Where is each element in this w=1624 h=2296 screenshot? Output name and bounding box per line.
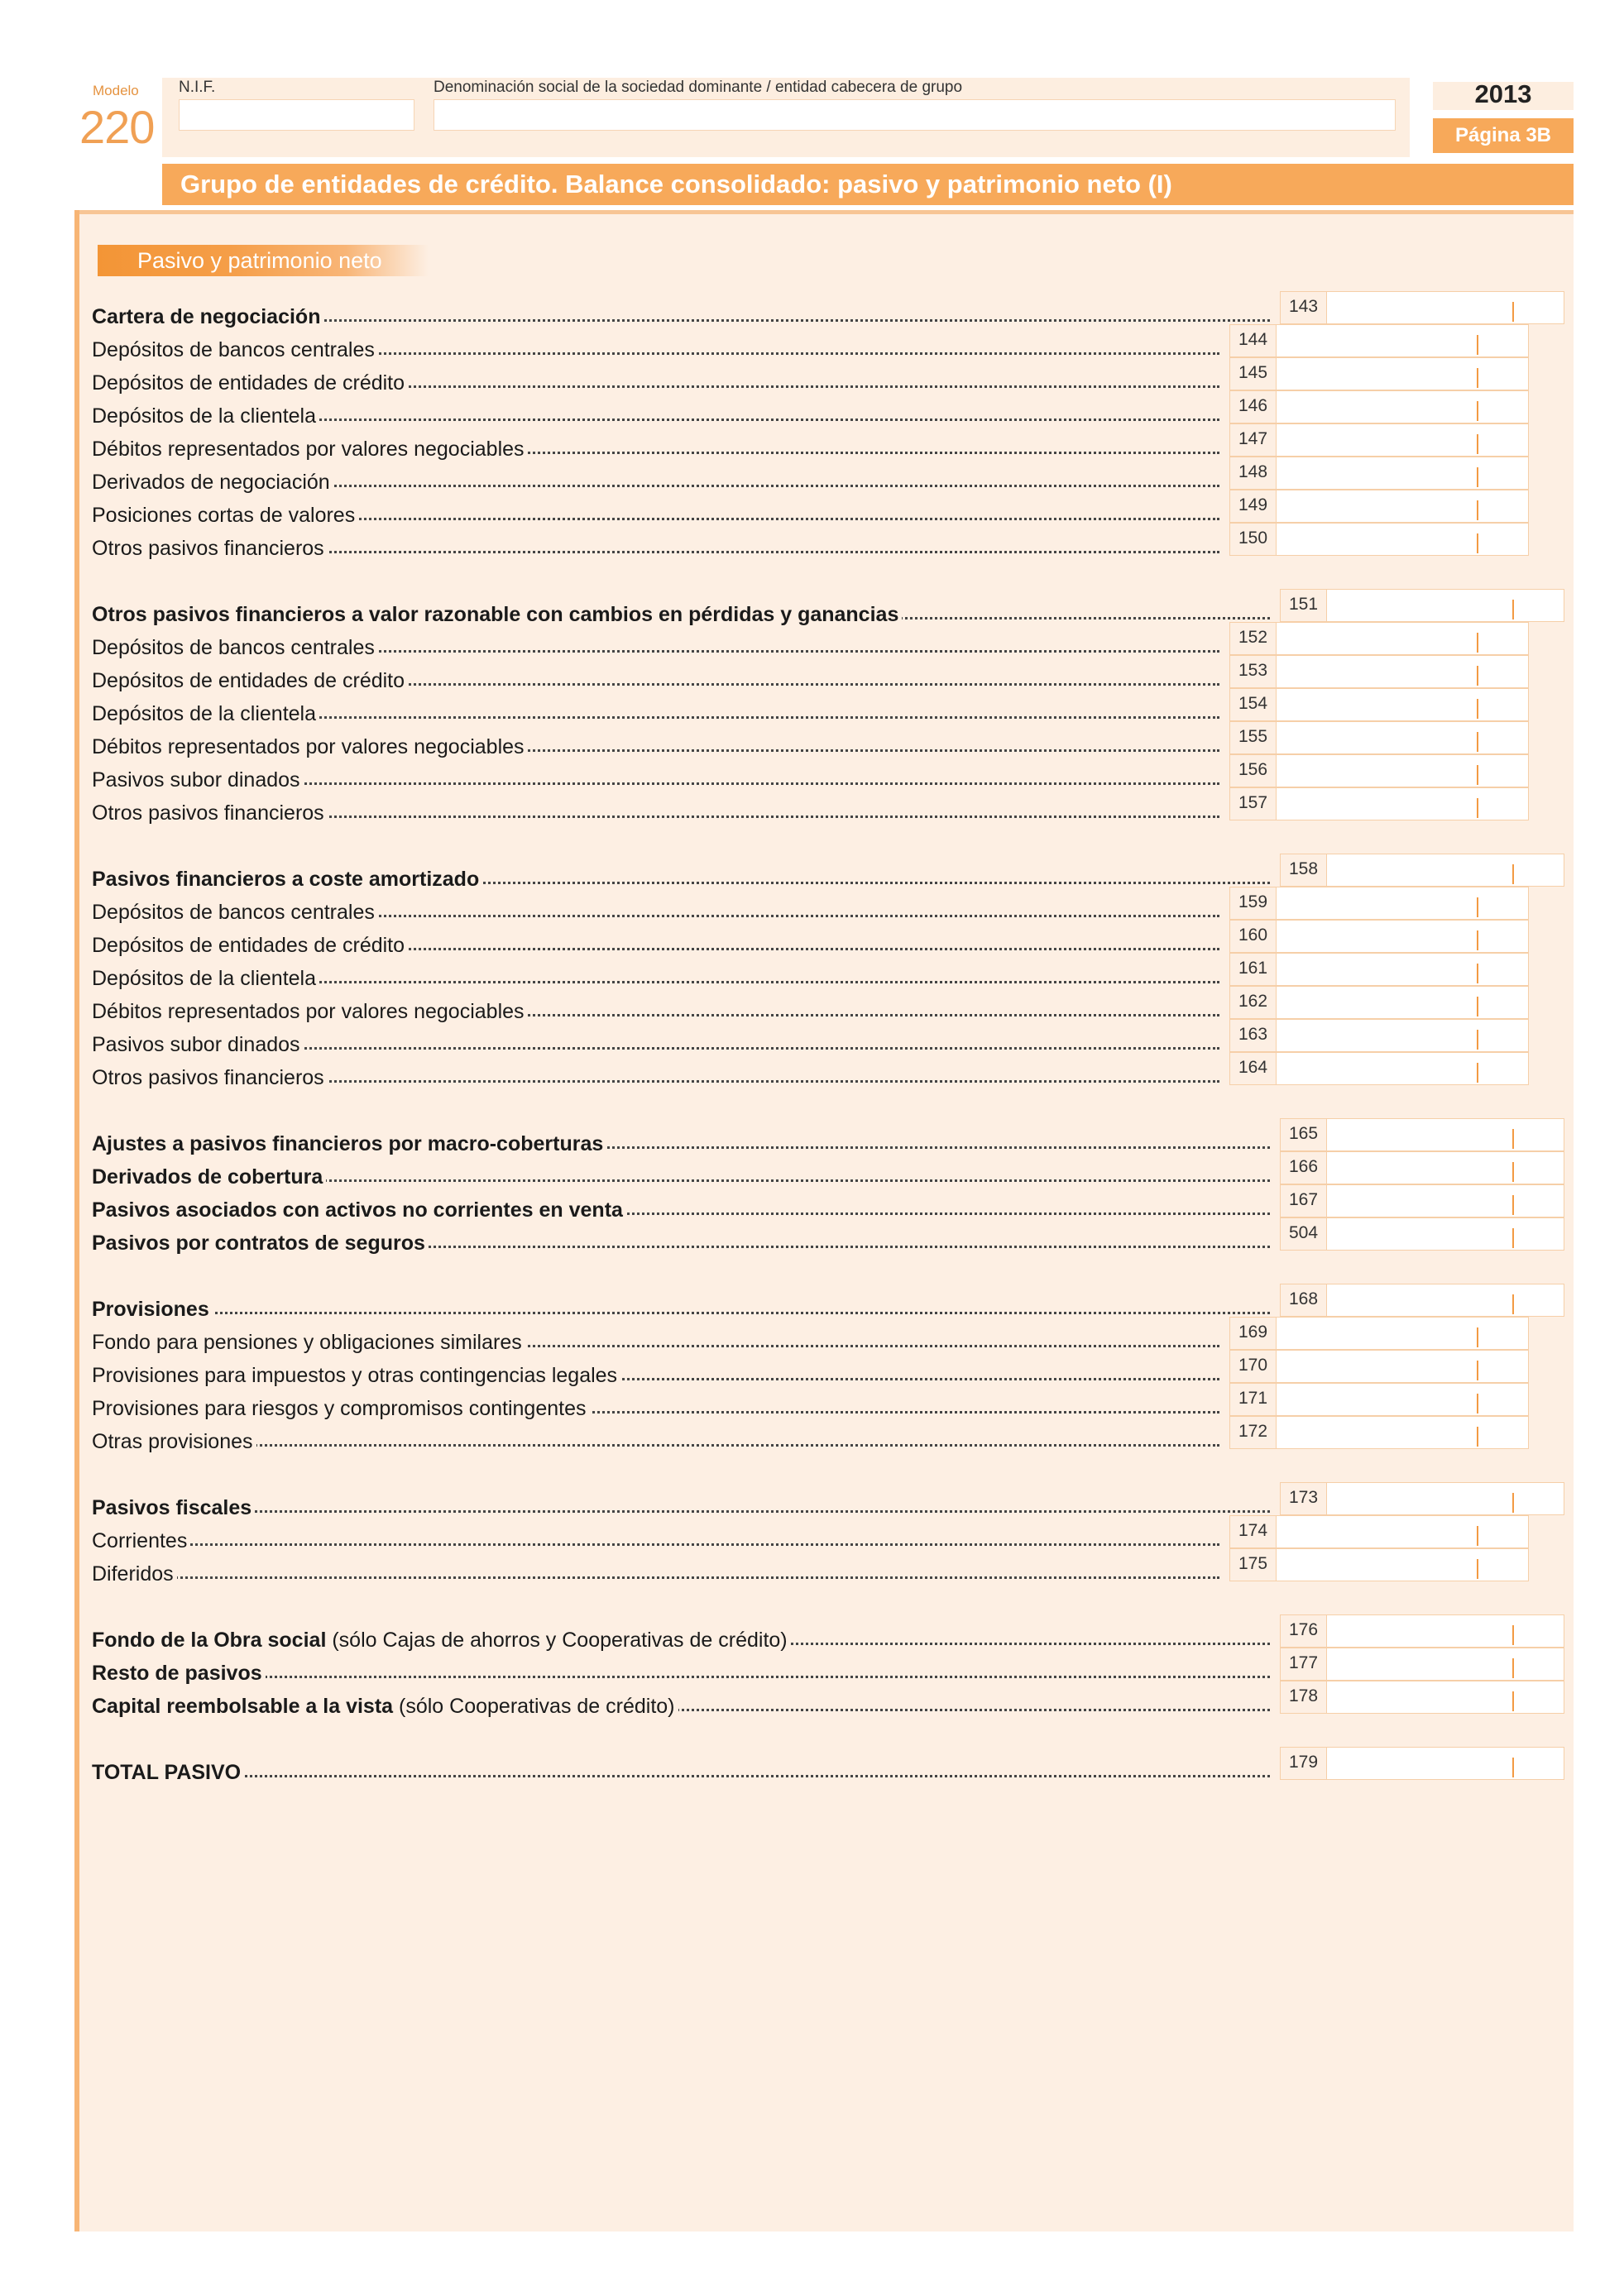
- amount-field[interactable]: [1280, 1614, 1564, 1648]
- field-code: 162: [1230, 987, 1277, 1018]
- field-code: 159: [1230, 887, 1277, 919]
- amount-field[interactable]: [1229, 920, 1529, 953]
- row-label: [92, 735, 528, 758]
- decimal-tick: [1477, 1327, 1478, 1347]
- leader-dots: [92, 1312, 1270, 1314]
- amount-field[interactable]: [1229, 423, 1529, 457]
- row-label: [92, 801, 328, 825]
- field-code: 145: [1230, 358, 1277, 390]
- decimal-tick: [1512, 600, 1514, 619]
- row-label-text: Provisiones para impuestos y otras contingencias legales: [92, 1364, 618, 1387]
- row-label-text: Débitos representados por valores negociables: [92, 1000, 525, 1023]
- field-code: 155: [1230, 722, 1277, 753]
- row-label-text: Pasivos financieros a coste amortizado: [92, 868, 480, 891]
- row-label: [92, 1529, 190, 1552]
- row-label-text: Depósitos de la clientela: [92, 967, 316, 990]
- decimal-tick: [1512, 1493, 1514, 1513]
- row-label: [92, 504, 358, 527]
- row-label-text: Otras provisiones: [92, 1430, 253, 1453]
- field-code: 147: [1230, 424, 1277, 456]
- decimal-tick: [1477, 500, 1478, 520]
- row-label: [92, 702, 319, 725]
- balance-row: [92, 759, 1219, 792]
- amount-field[interactable]: [1229, 1019, 1529, 1052]
- row-label-text: Otros pasivos financieros: [92, 801, 324, 825]
- decimal-tick: [1477, 1063, 1478, 1083]
- amount-field[interactable]: [1229, 754, 1529, 787]
- decimal-tick: [1477, 930, 1478, 950]
- decimal-tick: [1512, 302, 1514, 322]
- balance-row: [92, 958, 1219, 991]
- row-label-text: Ajustes a pasivos financieros por macro-coberturas: [92, 1132, 604, 1155]
- leader-dots: [92, 1775, 1270, 1777]
- field-code: 167: [1281, 1185, 1327, 1217]
- amount-field[interactable]: [1280, 1118, 1564, 1151]
- row-label: [92, 1033, 304, 1056]
- decimal-tick: [1477, 666, 1478, 686]
- balance-row: [92, 1553, 1219, 1586]
- decimal-tick: [1477, 335, 1478, 355]
- decimal-tick: [1512, 1294, 1514, 1314]
- decimal-tick: [1512, 1691, 1514, 1711]
- decimal-tick: [1477, 997, 1478, 1016]
- amount-field[interactable]: [1229, 1515, 1529, 1548]
- amount-field[interactable]: [1229, 953, 1529, 986]
- row-label: [92, 934, 408, 957]
- amount-field[interactable]: [1229, 523, 1529, 556]
- balance-row: [92, 1024, 1219, 1057]
- row-label: [92, 1331, 525, 1354]
- decimal-tick: [1477, 467, 1478, 487]
- balance-row: [92, 462, 1219, 495]
- field-code: 151: [1281, 590, 1327, 621]
- row-label-text: Resto de pasivos: [92, 1662, 262, 1685]
- field-code: 153: [1230, 656, 1277, 687]
- row-label: [92, 1000, 528, 1023]
- row-label: [92, 1066, 328, 1089]
- balance-row: [92, 792, 1219, 825]
- field-code: 160: [1230, 921, 1277, 952]
- balance-row: [92, 1487, 1270, 1520]
- decimal-tick: [1477, 368, 1478, 388]
- amount-field[interactable]: [1229, 887, 1529, 920]
- row-label: [92, 1198, 626, 1222]
- decimal-tick: [1477, 1526, 1478, 1546]
- row-label: [92, 768, 304, 792]
- amount-field[interactable]: [1229, 688, 1529, 721]
- amount-field[interactable]: [1229, 1052, 1529, 1085]
- field-code: 157: [1230, 788, 1277, 820]
- leader-dots: [92, 1576, 1219, 1579]
- balance-row: [92, 296, 1270, 329]
- row-label-text: Depósitos de entidades de crédito: [92, 669, 405, 692]
- row-label-text: Capital reembolsable a la vista: [92, 1695, 394, 1718]
- row-label-text: Pasivos subor dinados: [92, 1033, 300, 1056]
- balance-row: [92, 362, 1219, 395]
- leader-dots: [92, 1676, 1270, 1678]
- field-code: 148: [1230, 457, 1277, 489]
- decimal-tick: [1477, 401, 1478, 421]
- row-label-text: Derivados de cobertura: [92, 1165, 323, 1189]
- field-code: 144: [1230, 325, 1277, 356]
- decimal-tick: [1477, 699, 1478, 719]
- row-label: [92, 537, 328, 560]
- row-label-text: Diferidos: [92, 1562, 174, 1586]
- field-code: 165: [1281, 1119, 1327, 1150]
- amount-field[interactable]: [1229, 357, 1529, 390]
- balance-row: [92, 1289, 1270, 1322]
- field-code: 149: [1230, 490, 1277, 522]
- row-label: [92, 1165, 326, 1189]
- field-code: 171: [1230, 1384, 1277, 1415]
- decimal-tick: [1477, 765, 1478, 785]
- amount-field[interactable]: [1280, 1747, 1564, 1780]
- decimal-tick: [1477, 1559, 1478, 1579]
- amount-field[interactable]: [1280, 1681, 1564, 1714]
- field-code: 146: [1230, 391, 1277, 423]
- balance-row: [92, 1222, 1270, 1256]
- balance-row: [92, 693, 1219, 726]
- nif-field[interactable]: [179, 99, 414, 131]
- row-label: [92, 338, 378, 361]
- row-label: [92, 404, 319, 428]
- row-label: [92, 1695, 678, 1718]
- balance-row: [92, 991, 1219, 1024]
- balance-row: [92, 892, 1219, 925]
- field-code: 174: [1230, 1516, 1277, 1547]
- row-label: [92, 471, 333, 494]
- row-label-text: Depósitos de bancos centrales: [92, 636, 375, 659]
- field-code: 176: [1281, 1615, 1327, 1647]
- nif-label: N.I.F.: [179, 79, 216, 96]
- row-label-text: Derivados de negociación: [92, 471, 330, 494]
- balance-row: [92, 1752, 1270, 1785]
- balance-row: [92, 660, 1219, 693]
- balance-row: [92, 627, 1219, 660]
- row-label-text: Pasivos asociados con activos no corrientes en venta: [92, 1198, 623, 1222]
- amount-field[interactable]: [1280, 854, 1564, 887]
- row-label-text: Pasivos por contratos de seguros: [92, 1232, 425, 1255]
- field-code: 177: [1281, 1648, 1327, 1680]
- amount-field[interactable]: [1229, 721, 1529, 754]
- row-label: [92, 1364, 620, 1387]
- decimal-tick: [1512, 1658, 1514, 1678]
- row-label-text: Fondo de la Obra social: [92, 1629, 327, 1652]
- row-note: (sólo Cooperativas de crédito): [399, 1695, 675, 1718]
- balance-row: [92, 428, 1219, 462]
- field-code: 170: [1230, 1351, 1277, 1382]
- row-label: [92, 1496, 255, 1519]
- row-label-text: Posiciones cortas de valores: [92, 504, 356, 527]
- row-label-text: Depósitos de bancos centrales: [92, 901, 375, 924]
- row-label: [92, 636, 378, 659]
- denominacion-label: Denominación social de la sociedad dominante / entidad cabecera de grupo: [434, 79, 963, 96]
- row-label: [92, 1298, 213, 1321]
- decimal-tick: [1477, 434, 1478, 454]
- row-label-text: Depósitos de entidades de crédito: [92, 371, 405, 395]
- year: 2013: [1474, 79, 1532, 108]
- row-label-text: Fondo para pensiones y obligaciones similares: [92, 1331, 522, 1354]
- denominacion-field[interactable]: [434, 99, 1396, 131]
- row-label: [92, 901, 378, 924]
- amount-field[interactable]: [1229, 1350, 1529, 1383]
- modelo-label: Modelo: [93, 83, 139, 98]
- row-label: [92, 305, 323, 328]
- balance-row: [92, 1189, 1270, 1222]
- field-code: 178: [1281, 1681, 1327, 1713]
- amount-field[interactable]: [1280, 1482, 1564, 1515]
- field-code: 166: [1281, 1152, 1327, 1184]
- decimal-tick: [1512, 1162, 1514, 1182]
- decimal-tick: [1512, 1758, 1514, 1777]
- row-label-text: Depósitos de la clientela: [92, 404, 316, 428]
- amount-field[interactable]: [1229, 457, 1529, 490]
- row-label-text: Otros pasivos financieros: [92, 537, 324, 560]
- field-code: 173: [1281, 1483, 1327, 1514]
- balance-row: [92, 1123, 1270, 1156]
- row-label: [92, 1430, 256, 1453]
- amount-field[interactable]: [1280, 1151, 1564, 1184]
- balance-row: [92, 925, 1219, 958]
- amount-field[interactable]: [1229, 655, 1529, 688]
- field-code: 163: [1230, 1020, 1277, 1051]
- balance-row: [92, 1355, 1219, 1388]
- field-code: 175: [1230, 1549, 1277, 1581]
- field-code: 169: [1230, 1318, 1277, 1349]
- amount-field[interactable]: [1280, 1648, 1564, 1681]
- row-label-text: TOTAL PASIVO: [92, 1761, 242, 1784]
- balance-row: [92, 1388, 1219, 1421]
- balance-row: [92, 1421, 1219, 1454]
- row-label: [92, 1662, 266, 1685]
- field-code: 156: [1230, 755, 1277, 787]
- balance-row: [92, 859, 1270, 892]
- row-label: [92, 1397, 590, 1420]
- decimal-tick: [1477, 1361, 1478, 1380]
- row-note: (sólo Cajas de ahorros y Cooperativas de crédito): [332, 1629, 788, 1652]
- row-label: [92, 438, 528, 461]
- decimal-tick: [1477, 533, 1478, 553]
- row-label-text: Provisiones para riesgos y compromisos contingentes: [92, 1397, 587, 1420]
- row-label: [92, 669, 408, 692]
- balance-row: [92, 329, 1219, 362]
- row-label: [92, 868, 482, 891]
- row-label-text: Pasivos subor dinados: [92, 768, 300, 792]
- decimal-tick: [1477, 732, 1478, 752]
- balance-row: [92, 1156, 1270, 1189]
- amount-field[interactable]: [1229, 1416, 1529, 1449]
- leader-dots: [92, 1543, 1219, 1546]
- field-code: 504: [1281, 1218, 1327, 1250]
- amount-field[interactable]: [1229, 1317, 1529, 1350]
- field-code: 152: [1230, 623, 1277, 654]
- field-code: 150: [1230, 524, 1277, 555]
- row-label: [92, 967, 319, 990]
- decimal-tick: [1477, 964, 1478, 983]
- row-label-text: Pasivos fiscales: [92, 1496, 252, 1519]
- row-label: [92, 603, 902, 626]
- decimal-tick: [1512, 1228, 1514, 1248]
- field-code: 158: [1281, 854, 1327, 886]
- amount-field[interactable]: [1229, 390, 1529, 423]
- balance-row: [92, 1653, 1270, 1686]
- balance-row: [92, 1619, 1270, 1653]
- row-label-text: Depósitos de bancos centrales: [92, 338, 375, 361]
- amount-field[interactable]: [1229, 787, 1529, 820]
- row-label-text: Débitos representados por valores negociables: [92, 438, 525, 461]
- decimal-tick: [1512, 1195, 1514, 1215]
- balance-row: [92, 1322, 1219, 1355]
- balance-row: [92, 495, 1219, 528]
- row-label: [92, 1562, 177, 1586]
- decimal-tick: [1477, 1394, 1478, 1413]
- modelo-number: 220: [79, 101, 155, 153]
- decimal-tick: [1477, 1030, 1478, 1050]
- row-label-text: Débitos representados por valores negociables: [92, 735, 525, 758]
- decimal-tick: [1477, 1427, 1478, 1447]
- amount-field[interactable]: [1280, 589, 1564, 622]
- amount-field[interactable]: [1280, 1284, 1564, 1317]
- row-label-text: Depósitos de la clientela: [92, 702, 316, 725]
- amount-field[interactable]: [1229, 490, 1529, 523]
- amount-field[interactable]: [1280, 291, 1564, 324]
- decimal-tick: [1477, 798, 1478, 818]
- field-code: 143: [1281, 292, 1327, 323]
- balance-row: [92, 1686, 1270, 1719]
- amount-field[interactable]: [1280, 1184, 1564, 1217]
- field-code: 164: [1230, 1053, 1277, 1084]
- amount-field[interactable]: [1229, 1548, 1529, 1581]
- field-code: 154: [1230, 689, 1277, 720]
- decimal-tick: [1477, 897, 1478, 917]
- row-label-text: Cartera de negociación: [92, 305, 321, 328]
- left-rule: [74, 210, 79, 2231]
- field-code: 161: [1230, 954, 1277, 985]
- row-label: [92, 371, 408, 395]
- field-code: 168: [1281, 1284, 1327, 1316]
- row-label-text: Depósitos de entidades de crédito: [92, 934, 405, 957]
- balance-row: [92, 726, 1219, 759]
- field-code: 179: [1281, 1748, 1327, 1779]
- page-tag: Página 3B: [1433, 118, 1574, 153]
- amount-field[interactable]: [1229, 622, 1529, 655]
- decimal-tick: [1477, 633, 1478, 653]
- amount-field[interactable]: [1229, 986, 1529, 1019]
- field-code: 172: [1230, 1417, 1277, 1448]
- row-label-text: Corrientes: [92, 1529, 188, 1552]
- balance-row: [92, 395, 1219, 428]
- amount-field[interactable]: [1229, 1383, 1529, 1416]
- row-label: [92, 1132, 606, 1155]
- page-title: Grupo de entidades de crédito. Balance consolidado: pasivo y patrimonio neto (I): [162, 164, 1574, 205]
- leader-dots: [92, 1444, 1219, 1447]
- balance-row: [92, 1057, 1219, 1090]
- section-label: Pasivo y patrimonio neto: [98, 245, 429, 276]
- row-label-text: Otros pasivos financieros: [92, 1066, 324, 1089]
- row-label: [92, 1761, 244, 1784]
- decimal-tick: [1512, 1129, 1514, 1149]
- row-label: [92, 1629, 791, 1652]
- decimal-tick: [1512, 864, 1514, 884]
- decimal-tick: [1512, 1625, 1514, 1645]
- row-label-text: Otros pasivos financieros a valor razonable con cambios en pérdidas y ganancias: [92, 603, 899, 626]
- leader-dots: [92, 1510, 1270, 1513]
- balance-row: [92, 1520, 1219, 1553]
- amount-field[interactable]: [1229, 324, 1529, 357]
- row-label-text: Provisiones: [92, 1298, 209, 1321]
- balance-row: [92, 594, 1270, 627]
- amount-field[interactable]: [1280, 1217, 1564, 1251]
- row-label: [92, 1232, 429, 1255]
- balance-row: [92, 528, 1219, 561]
- top-rule: [74, 210, 1574, 214]
